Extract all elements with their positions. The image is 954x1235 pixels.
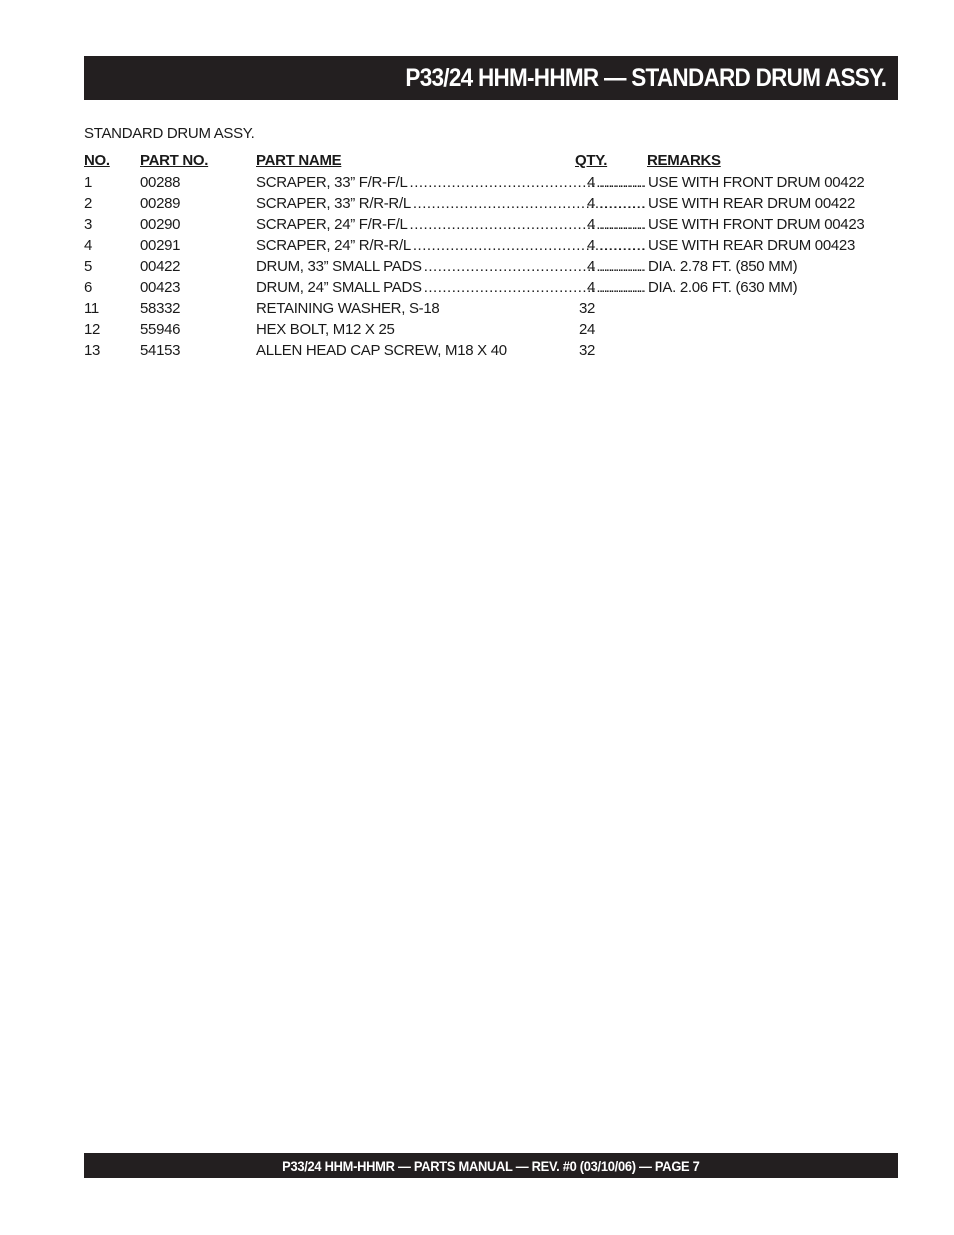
table-row [84,235,898,256]
row-qty: 4 [587,237,596,254]
row-qty: 32 [579,342,596,359]
column-header-part-name: PART NAME [256,152,342,169]
row-part-name: SCRAPER, 24” F/R-F/L [256,216,408,233]
leader-dots [599,174,646,191]
footer-text: P33/24 HHM-HHMR — PARTS MANUAL — REV. #0 (03/10/06) — PAGE 7 [282,1157,700,1174]
page-title: P33/24 HHM-HHMR — STANDARD DRUM ASSY. [405,63,886,92]
row-no: 5 [84,258,93,275]
row-part-name: HEX BOLT, M12 X 25 [256,321,395,338]
row-no: 2 [84,195,93,212]
table-header-row [84,150,898,172]
section-title: STANDARD DRUM ASSY. [84,125,255,142]
row-part-no: 00422 [140,258,181,275]
row-qty: 4 [587,195,596,212]
row-remarks: USE WITH FRONT DRUM 00422 [648,174,865,191]
column-header-part-no: PART NO. [140,152,209,169]
leader-dots [599,195,646,212]
row-part-no: 00291 [140,237,181,254]
row-no: 3 [84,216,93,233]
row-no: 13 [84,342,101,359]
table-row [84,298,898,319]
row-no: 11 [84,300,99,317]
page-header [84,56,898,100]
row-part-no: 00288 [140,174,181,191]
row-qty: 32 [579,300,596,317]
row-part-no: 00290 [140,216,181,233]
column-header-no: NO. [84,152,110,169]
row-remarks: USE WITH FRONT DRUM 00423 [648,216,865,233]
table-row [84,319,898,340]
leader-dots [599,258,646,275]
row-qty: 4 [587,279,596,296]
table-row [84,256,898,277]
row-part-no: 00423 [140,279,181,296]
table-row [84,193,898,214]
row-remarks: DIA. 2.06 FT. (630 MM) [648,279,798,296]
leader-dots [599,216,646,233]
row-part-name: SCRAPER, 33” R/R-R/L [256,195,411,212]
row-part-no: 54153 [140,342,181,359]
column-header-qty: QTY. [575,152,608,169]
table-row [84,214,898,235]
row-no: 4 [84,237,93,254]
table-row [84,340,898,361]
table-row [84,172,898,193]
row-no: 12 [84,321,101,338]
row-part-no: 00289 [140,195,181,212]
row-qty: 4 [587,216,596,233]
leader-dots [599,279,646,296]
row-qty: 4 [587,258,596,275]
row-remarks: USE WITH REAR DRUM 00422 [648,195,856,212]
row-no: 6 [84,279,93,296]
row-qty: 24 [579,321,596,338]
row-no: 1 [84,174,93,191]
row-part-name: DRUM, 24” SMALL PADS [256,279,422,296]
row-remarks: DIA. 2.78 FT. (850 MM) [648,258,798,275]
leader-dots [599,237,646,254]
table-row [84,277,898,298]
row-part-name: SCRAPER, 24” R/R-R/L [256,237,411,254]
column-header-remarks: REMARKS [647,152,721,169]
row-part-name: RETAINING WASHER, S-18 [256,300,440,317]
row-qty: 4 [587,174,596,191]
parts-table [84,150,898,361]
row-part-name: SCRAPER, 33” F/R-F/L [256,174,408,191]
row-part-name: ALLEN HEAD CAP SCREW, M18 X 40 [256,342,507,359]
page-footer [84,1153,898,1178]
row-part-name: DRUM, 33” SMALL PADS [256,258,422,275]
row-part-no: 58332 [140,300,181,317]
row-remarks: USE WITH REAR DRUM 00423 [648,237,856,254]
row-part-no: 55946 [140,321,181,338]
